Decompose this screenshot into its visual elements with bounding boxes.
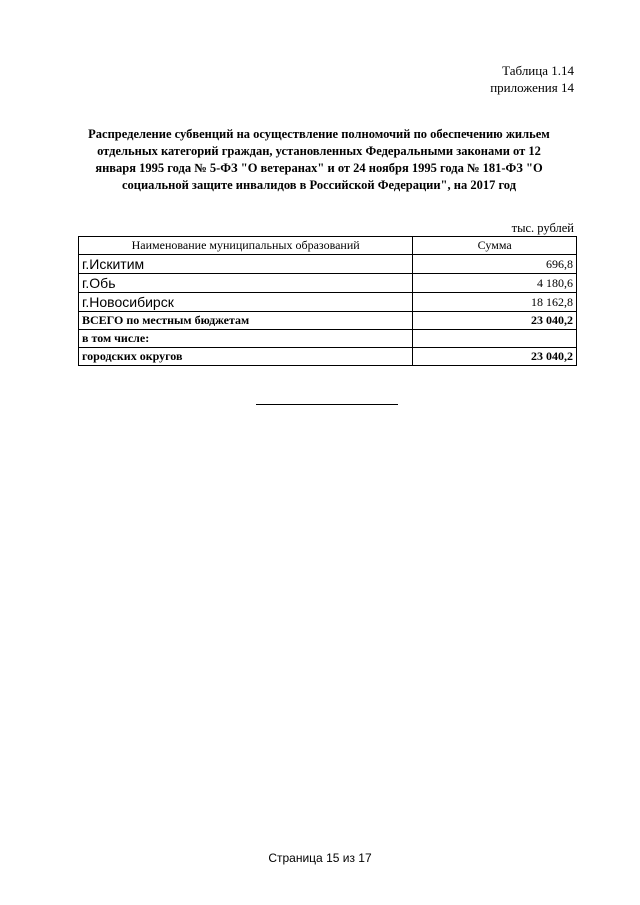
header-municipality: Наименование муниципальных образований <box>79 237 413 255</box>
appendix-label: приложения 14 <box>490 80 574 95</box>
table-row <box>79 293 577 312</box>
municipality-name: г.Искитим <box>79 255 413 274</box>
municipality-amount: 4 180,6 <box>413 274 577 293</box>
units-label: тыс. рублей <box>511 221 574 235</box>
page-number: Страница 15 из 17 <box>268 851 372 865</box>
including-row <box>79 330 577 348</box>
municipality-name: г.Обь <box>79 274 413 293</box>
including-amount <box>413 330 577 348</box>
table-number-label: Таблица 1.14 <box>502 63 574 78</box>
municipality-name: г.Новосибирск <box>79 293 413 312</box>
urban-districts-amount: 23 040,2 <box>413 348 577 366</box>
municipality-amount: 18 162,8 <box>413 293 577 312</box>
separator-line <box>256 404 398 405</box>
table-row <box>79 255 577 274</box>
table-row <box>79 274 577 293</box>
municipality-amount: 696,8 <box>413 255 577 274</box>
including-label: в том числе: <box>79 330 413 348</box>
header-sum: Сумма <box>413 237 577 255</box>
document-title: Распределение субвенций на осуществление полномочий по обеспечению жильем отдельных категорий граждан, установленных Федеральными законами от 12 января 1995 года № 5-ФЗ "О ветеранах" и от 24 ноября 1995 года № 181-ФЗ "О социальной защите инвалидов в Российской Федерации", на 2017 год <box>88 127 550 192</box>
subsidy-table <box>78 236 577 366</box>
total-amount: 23 040,2 <box>413 312 577 330</box>
urban-districts-row <box>79 348 577 366</box>
urban-districts-label: городских округов <box>79 348 413 366</box>
total-label: ВСЕГО по местным бюджетам <box>79 312 413 330</box>
table-header-row <box>79 237 577 255</box>
table-reference <box>490 62 574 96</box>
total-row <box>79 312 577 330</box>
